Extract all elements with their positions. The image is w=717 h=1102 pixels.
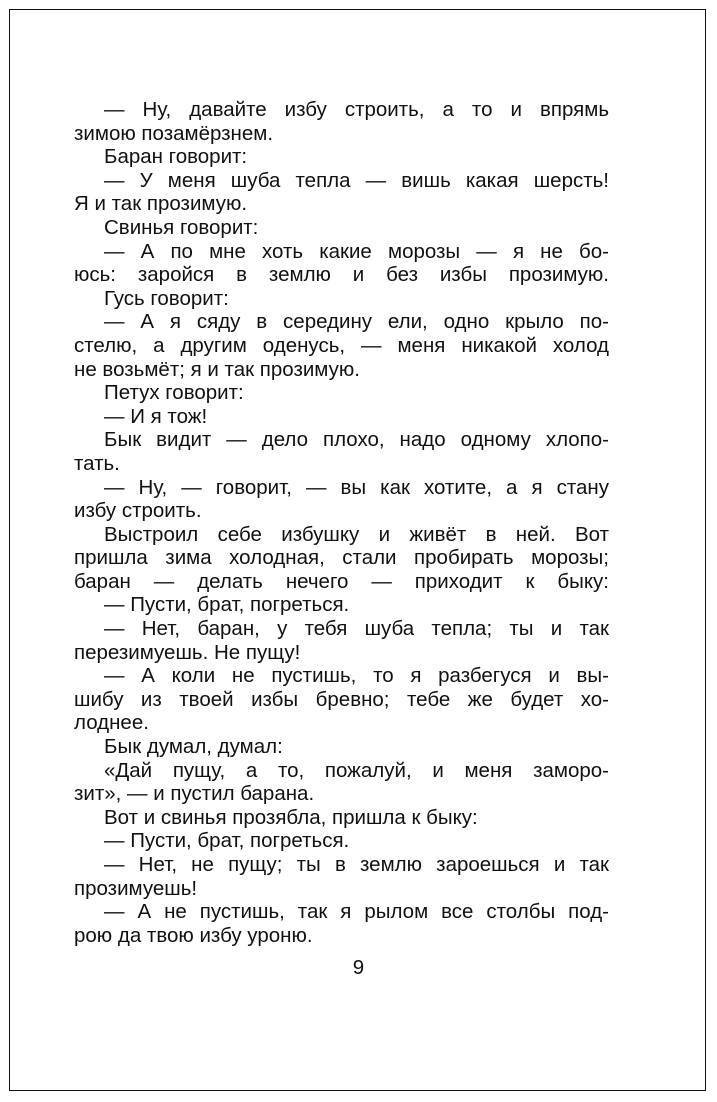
text-line: Выстроил себе избушку и живёт в ней. Вот	[104, 522, 609, 546]
text-line: Баран говорит:	[104, 145, 248, 169]
text-line: зит», — и пустил барана.	[74, 782, 315, 806]
text-line: пришла зима холодная, стали пробирать морозы;	[74, 546, 609, 570]
text-line: тать.	[74, 451, 120, 475]
text-line: — Ну, давайте избу строить, а то и впрямь	[104, 98, 609, 121]
text-line: — А коли не пустишь, то я разбегуся и вы-	[104, 664, 609, 688]
text-line: Я и так прозимую.	[74, 192, 248, 216]
text-line: не возьмёт; я и так прозимую.	[74, 357, 360, 381]
text-line: перезимуешь. Не пущу!	[74, 640, 301, 664]
text-line: шибу из твоей избы бревно; тебе же будет хо-	[74, 687, 609, 711]
text-line: — А по мне хоть какие морозы — я не бо-	[104, 239, 609, 263]
text-line: Вот и свинья прозябла, пришла к быку:	[104, 805, 478, 829]
text-line: прозимуешь!	[74, 876, 198, 900]
text-line: — Пусти, брат, погреться.	[104, 593, 350, 617]
text-line: «Дай пущу, а то, пожалуй, и меня замoро-	[104, 758, 609, 782]
story-text	[74, 98, 609, 947]
text-line: лоднее.	[74, 711, 149, 735]
text-line: Гусь говорит:	[104, 286, 229, 310]
text-line: — А я сяду в середину ели, одно крыло по-	[104, 310, 609, 334]
text-line: Бык видит — дело плохо, надо одному хлопо-	[104, 428, 609, 452]
text-line: Петух говорит:	[104, 381, 244, 405]
text-line: избу строить.	[74, 499, 202, 523]
text-line: — А не пустишь, так я рылом все столбы под-	[104, 900, 609, 924]
text-line: рою да твою избу уроню.	[74, 923, 313, 947]
text-line: зимою позамёрзнем.	[74, 121, 274, 145]
text-line: — И я тож!	[104, 404, 208, 428]
text-line: — Ну, — говорит, — вы как хотите, а я стану	[104, 475, 609, 499]
text-line: — Нет, баран, у тебя шуба тепла; ты и так	[104, 617, 609, 641]
text-line: Бык думал, думал:	[104, 735, 283, 759]
page-number: 9	[352, 956, 365, 979]
text-line: — У меня шуба тепла — вишь какая шерсть!	[104, 168, 609, 192]
text-line: стелю, а другим оденусь, — меня никакой холод	[74, 333, 609, 357]
text-line: баран — делать нечего — приходит к быку:	[74, 569, 609, 593]
text-line: — Пусти, брат, погреться.	[104, 829, 350, 853]
text-line: Свинья говорит:	[104, 215, 259, 239]
text-line: юсь: заройся в землю и без избы прозимую.	[74, 263, 609, 287]
text-line: — Нет, не пущу; ты в землю зароешься и так	[104, 853, 609, 876]
